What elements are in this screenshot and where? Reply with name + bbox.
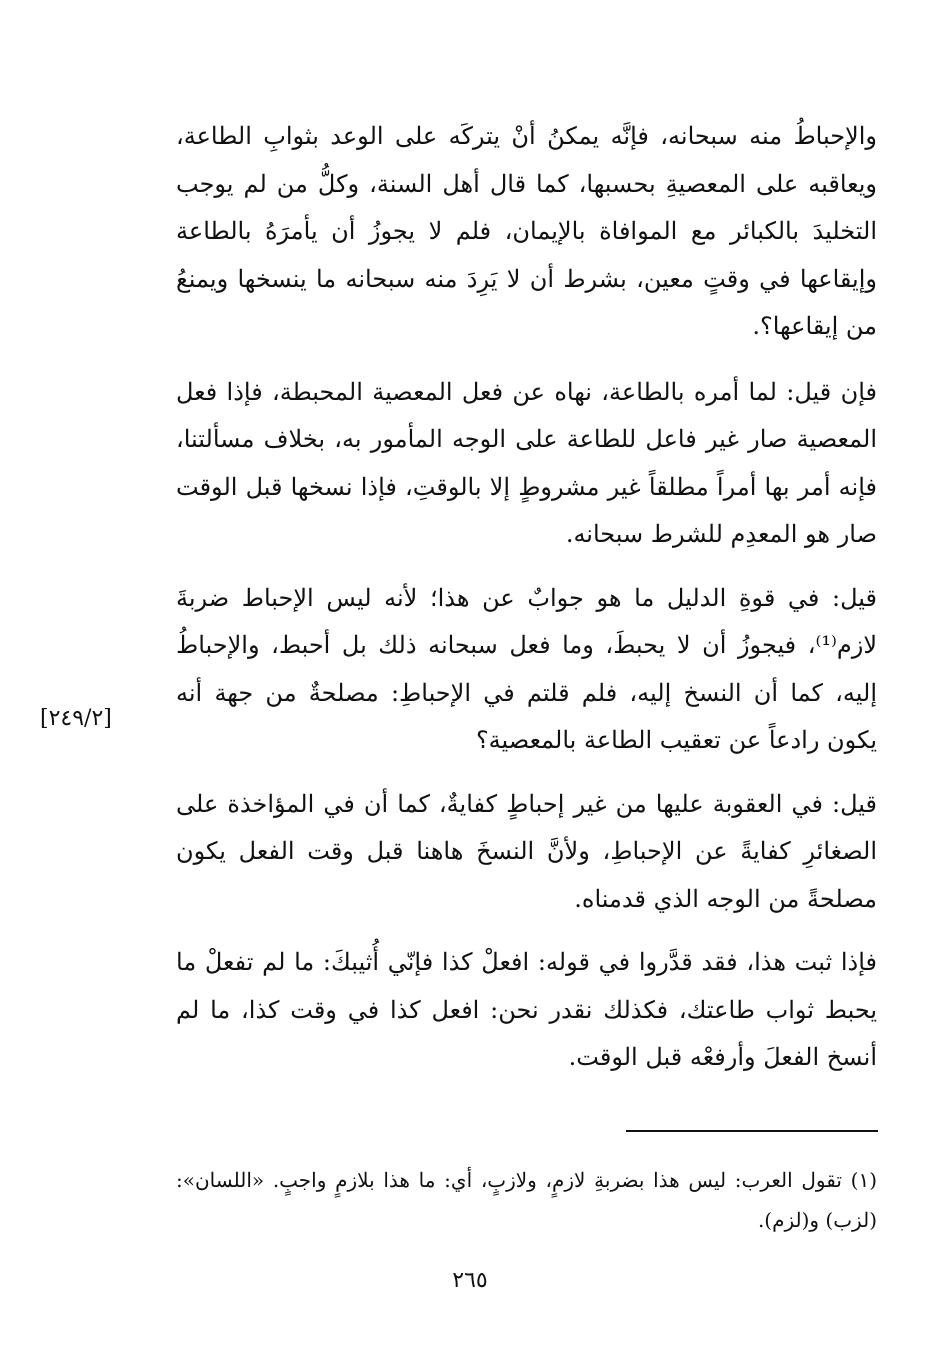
- footnote-separator: [626, 1130, 878, 1132]
- paragraph-5: فإذا ثبت هذا، فقد قدَّروا في قوله: افعلْ كذا فإنّي أُثيبكَ: ما لم تفعلْ ما يحبط ثواب طاعتك، فكذلك نقدر نحن: افعل كذا في وقت كذا، ما لم أنسخ الفعلَ وأرفعْه قبل الوقت.: [176, 948, 877, 1071]
- paragraph-4: قيل: في العقوبة عليها من غير إحباطٍ كفايةٌ، كما أن في المؤاخذة على الصغائرِ كفايةً عن الإحباطِ، ولأنَّ النسخَ هاهنا قبل وقت الفعل يكون مصلحةً من الوجه الذي قدمناه.: [176, 789, 877, 913]
- page-number: ٢٦٥: [452, 1268, 488, 1293]
- main-text: [176, 113, 877, 1098]
- paragraph-1: والإحباطُ منه سبحانه، فإنَّه يمكنُ أنْ يتركَه على الوعد بثوابِ الطاعة، ويعاقبه على المعصيةِ بحسبها، كما قال أهل السنة، وكلُّ من لم يوجب التخليدَ بالكبائر مع الموافاة بالإيمان، فلم لا يجوزُ أن يأمرَهُ بالطاعة وإيقاعها في وقتٍ معين، بشرط أن لا يَرِدَ منه سبحانه ما ينسخها ويمنعُ من إيقاعها؟.: [176, 122, 877, 340]
- paragraph-2: فإن قيل: لما أمره بالطاعة، نهاه عن فعل المعصية المحبطة، فإذا فعل المعصية صار غير فاعل للطاعة على الوجه المأمور به، بخلاف مسألتنا، فإنه أمر بها أمراً مطلقاً غير مشروطٍ إلا بالوقتِ، فإذا نسخها قبل الوقت صار هو المعدِم للشرط سبحانه.: [176, 377, 877, 548]
- footnote: (١) تقول العرب: ليس هذا بضربةِ لازمٍ، ولازبٍ، أي: ما هذا بلازمٍ واجبٍ. «اللسان»: (لزب) و(لزم).: [176, 1168, 877, 1232]
- margin-volume-page-reference: [٢٤٩/٢]: [40, 706, 112, 731]
- paragraph-3: قيل: في قوةِ الدليل ما هو جوابٌ عن هذا؛ لأنه ليس الإحباط ضربةَ لازم⁽¹⁾، فيجوزُ أن لا يحبطَ، وما فعل سبحانه ذلك بل أحبط، والإحباطُ إليه، كما أن النسخ إليه، فلم قلتم في الإحباطِ: مصلحةٌ من جهة أنه يكون رادعاً عن تعقيب الطاعة بالمعصية؟: [176, 583, 877, 754]
